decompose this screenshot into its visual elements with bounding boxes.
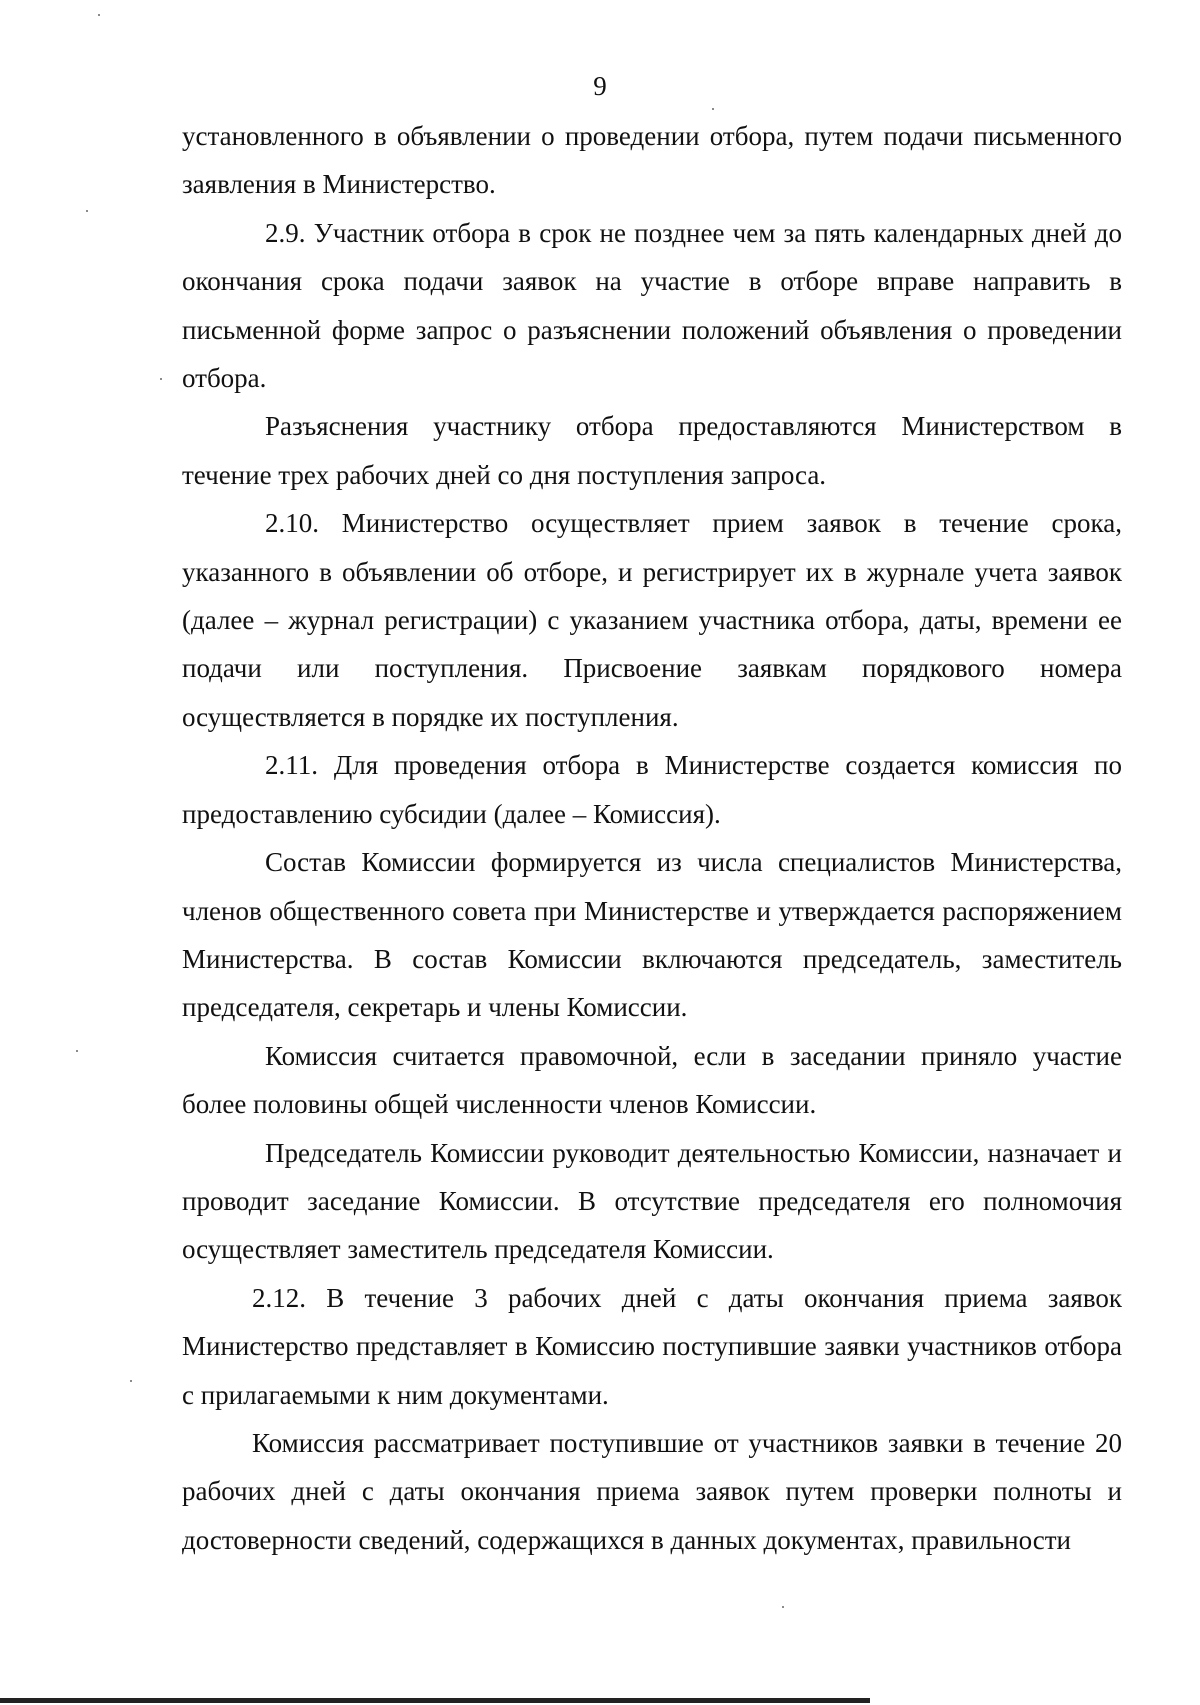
paragraph-review: Комиссия рассматривает поступившие от участников заявки в течение 20 рабочих дней с даты окончания приема заявок путем проверки полноты и достоверности сведений, содержащихся в данных документах, правильности bbox=[182, 1427, 1122, 1555]
paragraph-2-12: 2.12. В течение 3 рабочих дней с даты окончания приема заявок Министерство представляет в Комиссию поступившие заявки участников отбора с прилагаемыми к ним документами. bbox=[182, 1282, 1122, 1410]
paragraph-2-11: 2.11. Для проведения отбора в Министерстве создается комиссия по предоставлению субсидии (далее – Комиссия). bbox=[182, 750, 1122, 829]
paragraph-clarifications: Разъяснения участнику отбора предоставляются Министерством в течение трех рабочих дней со дня поступления запроса. bbox=[182, 411, 1122, 490]
scan-speck bbox=[98, 14, 100, 16]
paragraph-2-9: 2.9. Участник отбора в срок не позднее чем за пять календарных дней до окончания срока подачи заявок на участие в отборе вправе направить в письменной форме запрос о разъяснении положений объявления о проведении отбора. bbox=[182, 217, 1122, 394]
paragraph-commission-composition: Состав Комиссии формируется из числа специалистов Министерства, членов общественного совета при Министерстве и утверждается распоряжением Министерства. В состав Комиссии включаются председатель, заместитель председателя, секретарь и члены Комиссии. bbox=[182, 847, 1122, 1023]
paragraph-continuation: установленного в объявлении о проведении отбора, путем подачи письменного заявления в Министерство. bbox=[182, 121, 1122, 200]
scan-speck bbox=[130, 1380, 132, 1382]
scan-speck bbox=[86, 210, 88, 212]
scan-edge-rule bbox=[0, 1698, 870, 1703]
paragraph-chairman: Председатель Комиссии руководит деятельностью Комиссии, назначает и проводит заседание Комиссии. В отсутствие председателя его полномочия осуществляет заместитель председателя Комиссии. bbox=[182, 1137, 1122, 1265]
scan-speck bbox=[76, 1050, 78, 1052]
scan-speck bbox=[782, 1606, 784, 1608]
paragraph-commission-quorum: Комиссия считается правомочной, если в заседании приняло участие более половины общей численности членов Комиссии. bbox=[182, 1040, 1122, 1120]
scan-speck bbox=[712, 108, 714, 110]
document-body bbox=[182, 112, 1122, 1564]
scan-speck bbox=[160, 378, 162, 380]
paragraph-2-10: 2.10. Министерство осуществляет прием заявок в течение срока, указанного в объявлении об отборе, и регистрирует их в журнале учета заявок (далее – журнал регистрации) с указанием участника отбора, даты, времени ее подачи или поступления. Присвоение заявкам порядкового номера осуществляется в порядке их поступления. bbox=[182, 508, 1122, 732]
page-number: 9 bbox=[593, 71, 607, 101]
